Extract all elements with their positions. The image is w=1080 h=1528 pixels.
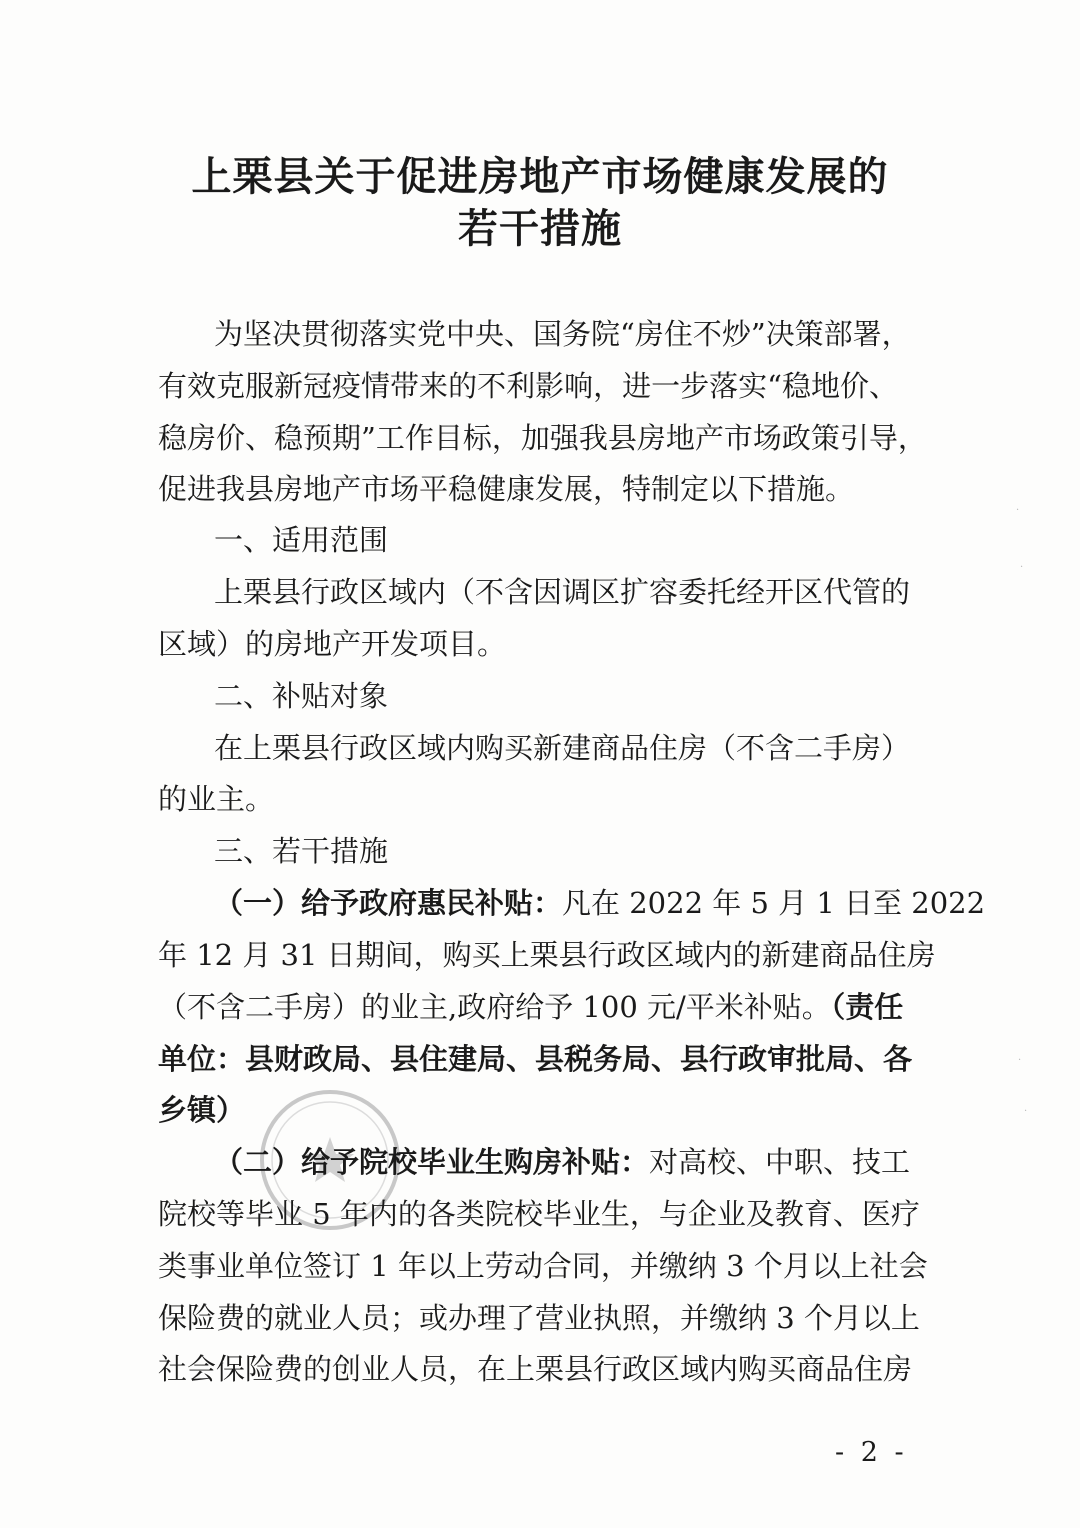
section-heading-scope: 一、适用范围 [214, 523, 389, 557]
page-number: - 2 - [835, 1437, 908, 1468]
section-heading-measures: 三、若干措施 [214, 834, 389, 868]
measure-2-line [214, 1142, 911, 1182]
scan-speck: · [1018, 1055, 1022, 1066]
section-heading-subsidy-target: 二、补贴对象 [214, 679, 389, 713]
section-text-line: 的业主。 [158, 782, 275, 816]
measure-1-line [214, 883, 986, 923]
intro-line: 有效克服新冠疫情带来的不利影响，进一步落实“稳地价、 [158, 369, 898, 403]
section-text-line: 上栗县行政区域内（不含因调区扩容委托经开区代管的 [214, 575, 911, 609]
measure-1-responsible-units: 乡镇） [158, 1093, 246, 1127]
measure-1-responsible-units: 单位：县财政局、县住建局、县税务局、县行政审批局、各 [158, 1042, 913, 1076]
measure-2-label: （二）给予院校毕业生购房补贴： [214, 1145, 650, 1179]
measure-2-line: 社会保险费的创业人员，在上栗县行政区域内购买商品住房 [158, 1352, 913, 1386]
intro-line: 稳房价、稳预期”工作目标，加强我县房地产市场政策引导， [158, 421, 927, 455]
section-text-line: 在上栗县行政区域内购买新建商品住房（不含二手房） [214, 731, 911, 765]
measure-2-line: 类事业单位签订 1 年以上劳动合同，并缴纳 3 个月以上社会 [158, 1249, 928, 1283]
measure-2-line: 保险费的就业人员；或办理了营业执照，并缴纳 3 个月以上 [158, 1301, 920, 1335]
measure-1-text: 凡在 2022 年 5 月 1 日至 2022 [562, 886, 986, 920]
measure-1-label: （一）给予政府惠民补贴： [214, 886, 563, 920]
measure-1-text: （不含二手房）的业主,政府给予 100 元/平米补贴。 [158, 990, 831, 1024]
measure-1-line: 年 12 月 31 日期间，购买上栗县行政区域内的新建商品住房 [158, 938, 936, 972]
scan-speck: · [1016, 505, 1020, 516]
measure-1-line [158, 987, 904, 1027]
section-text-line: 区域）的房地产开发项目。 [158, 627, 507, 661]
intro-line: 为坚决贯彻落实党中央、国务院“房住不炒”决策部署， [214, 317, 911, 351]
measure-2-text: 对高校、中职、技工 [649, 1145, 911, 1179]
document-title-line-2: 若干措施 [458, 206, 622, 252]
scan-speck: · [1024, 1106, 1028, 1117]
document-title-line-1: 上栗县关于促进房地产市场健康发展的 [191, 154, 889, 200]
intro-line: 促进我县房地产市场平稳健康发展，特制定以下措施。 [158, 472, 855, 506]
measure-2-line: 院校等毕业 5 年内的各类院校毕业生，与企业及教育、医疗 [158, 1197, 920, 1231]
measure-1-responsible-label: （责任 [830, 990, 904, 1024]
scan-speck: · [1020, 562, 1024, 573]
